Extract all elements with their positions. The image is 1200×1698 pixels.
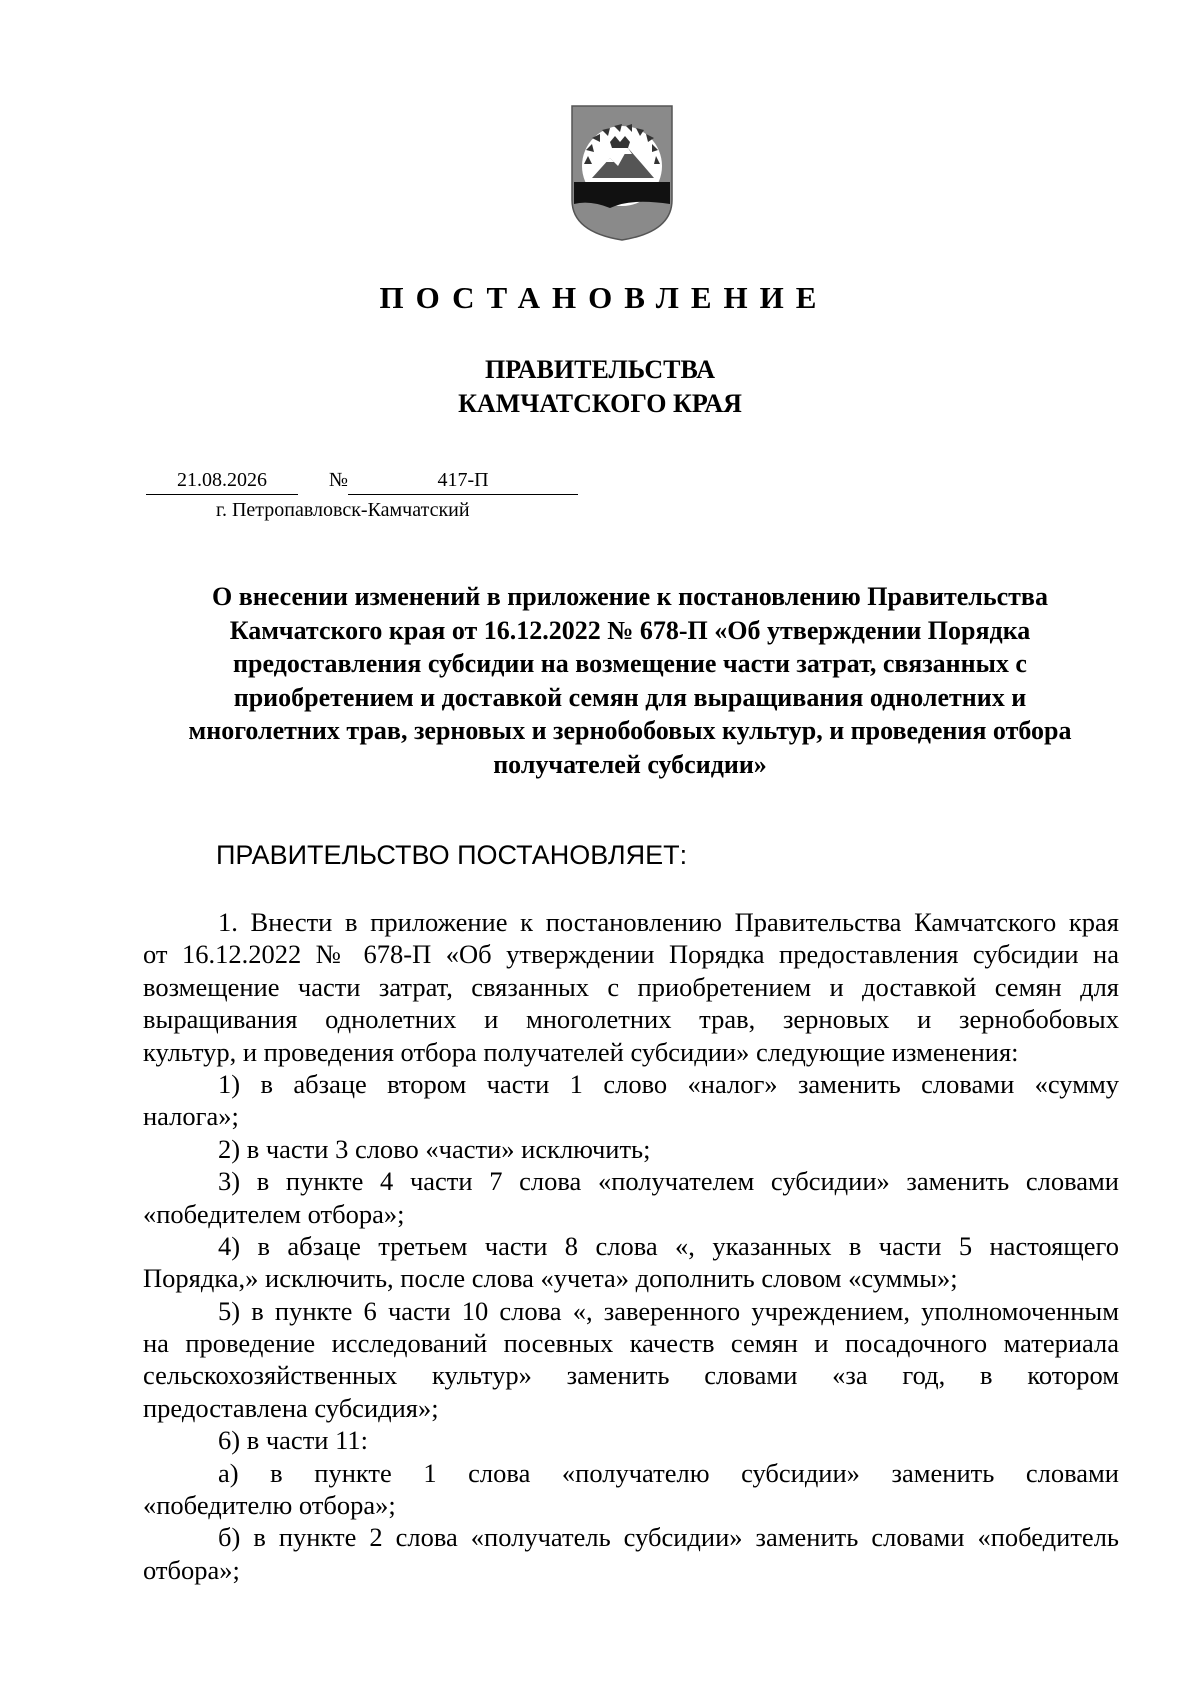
body-line: а) в пункте 1 слова «получателю субсидии» заменить словами <box>218 1457 1119 1488</box>
document-type-heading: ПОСТАНОВЛЕНИЕ <box>379 280 829 315</box>
body-line: 4) в абзаце третьем части 8 слова «, указанных в части 5 настоящего <box>218 1230 1119 1261</box>
title-line: приобретением и доставкой семян для выращивания однолетних и <box>233 682 1027 712</box>
document-number: 417-П <box>348 466 578 495</box>
issuer-heading <box>0 353 1200 421</box>
body-line: отбора»; <box>143 1554 240 1585</box>
document-body <box>143 906 1119 1586</box>
title-line: предоставления субсидии на возмещение части затрат, связанных с <box>233 649 1027 679</box>
body-line: «победителем отбора»; <box>143 1198 405 1229</box>
body-line: предоставлена субсидия»; <box>143 1392 439 1423</box>
document-city: г. Петропавловск-Камчатский <box>216 499 470 521</box>
issuer-line: ПРАВИТЕЛЬСТВА <box>485 355 715 384</box>
body-line: 2) в части 3 слово «части» исключить; <box>218 1133 651 1164</box>
title-line: О внесении изменений в приложение к постановлению Правительства <box>212 582 1048 611</box>
body-line: культур, и проведения отбора получателей субсидии» следующие изменения: <box>143 1036 1019 1067</box>
body-line: 3) в пункте 4 части 7 слова «получателем субсидии» заменить словами <box>218 1166 1119 1197</box>
number-sign: № <box>328 469 348 491</box>
body-line: Порядка,» исключить, после слова «учета» дополнить словом «суммы»; <box>143 1263 958 1294</box>
body-line: выращивания однолетних и многолетних трав, зерновых и зернобобовых <box>143 1004 1119 1035</box>
document-date: 21.08.2026 <box>146 466 298 495</box>
issuer-line: КАМЧАТСКОГО КРАЯ <box>458 389 742 418</box>
body-line: «победителю отбора»; <box>143 1490 396 1521</box>
body-line: 6) в части 11: <box>218 1425 368 1456</box>
body-line: 1) в абзаце втором части 1 слово «налог» заменить словами «сумму <box>218 1068 1119 1099</box>
body-line: б) в пункте 2 слова «получатель субсидии» заменить словами «победитель <box>218 1522 1119 1553</box>
kamchatka-coat-of-arms-icon <box>570 104 674 242</box>
body-line: налога»; <box>143 1101 239 1132</box>
body-line: 5) в пункте 6 части 10 слова «, заверенного учреждением, уполномоченным <box>218 1295 1119 1326</box>
body-line: 1. Внести в приложение к постановлению Правительства Камчатского края <box>218 907 1119 937</box>
resolves-heading: ПРАВИТЕЛЬСТВО ПОСТАНОВЛЯЕТ: <box>216 840 688 870</box>
body-line: сельскохозяйственных культур» заменить словами «за год, в котором <box>143 1360 1119 1391</box>
title-line: Камчатского края от 16.12.2022 № 678-П «Об утверждении Порядка <box>229 615 1031 645</box>
title-line: получателей субсидии» <box>493 749 767 779</box>
document-title <box>140 580 1120 782</box>
body-line: от 16.12.2022 № 678-П «Об утверждении Порядка предоставления субсидии на <box>143 939 1119 970</box>
title-line: многолетних трав, зерновых и зернобобовых культур, и проведения отбора <box>188 716 1072 746</box>
body-line: возмещение части затрат, связанных с приобретением и доставкой семян для <box>143 971 1119 1002</box>
body-line: на проведение исследований посевных качеств семян и посадочного материала <box>143 1328 1119 1359</box>
